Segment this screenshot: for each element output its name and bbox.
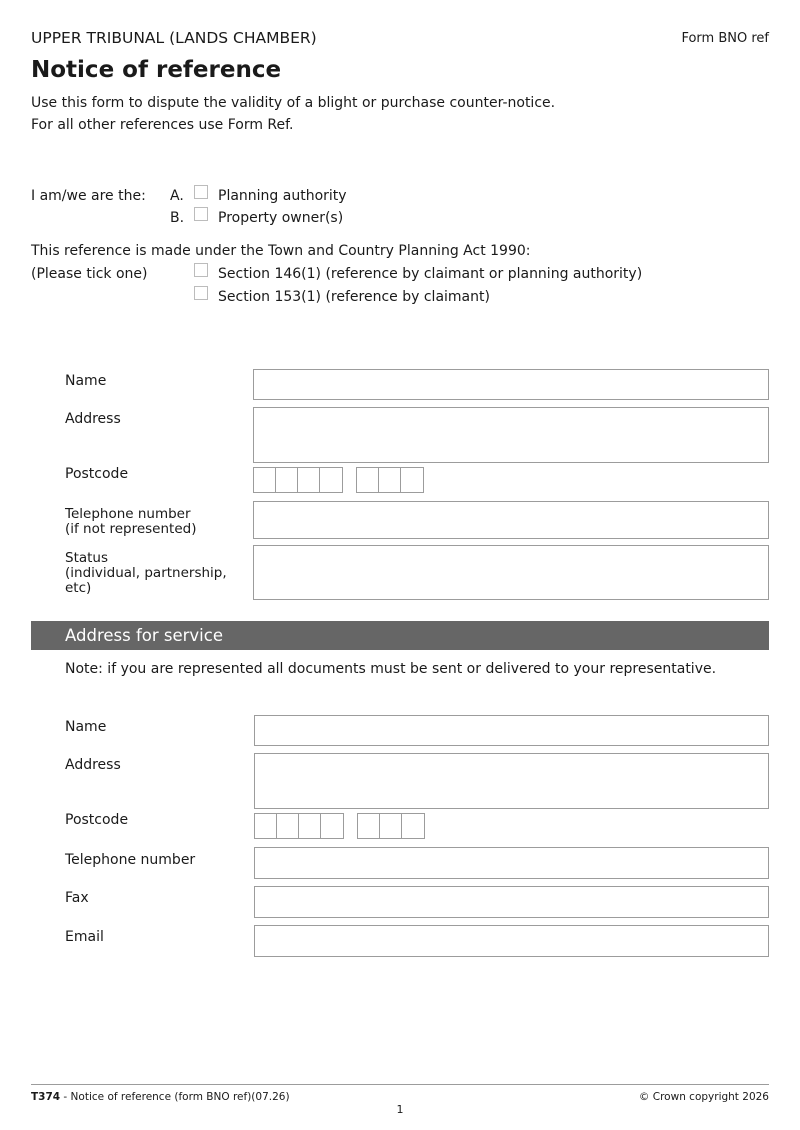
service-name-field[interactable] bbox=[254, 715, 769, 746]
postcode-cell[interactable] bbox=[320, 468, 342, 492]
postcode-cell[interactable] bbox=[380, 814, 402, 838]
postcode-cell[interactable] bbox=[276, 468, 298, 492]
address-label: Address bbox=[65, 411, 121, 427]
telephone-label-line-1: Telephone number bbox=[65, 506, 191, 522]
postcode-cell[interactable] bbox=[357, 468, 379, 492]
service-postcode-outward-boxes[interactable] bbox=[254, 813, 344, 839]
service-email-field[interactable] bbox=[254, 925, 769, 957]
postcode-inward-boxes[interactable] bbox=[356, 467, 424, 493]
act-statement: This reference is made under the Town and Country Planning Act 1990: bbox=[31, 243, 531, 259]
property-owner-label: Property owner(s) bbox=[218, 210, 344, 226]
postcode-cell[interactable] bbox=[402, 814, 424, 838]
footer-copyright: © Crown copyright 2026 bbox=[638, 1091, 769, 1103]
party-label: I am/we are the: bbox=[31, 188, 146, 204]
page-number: 1 bbox=[396, 1103, 404, 1116]
service-fax-label: Fax bbox=[65, 890, 89, 906]
postcode-cell[interactable] bbox=[277, 814, 299, 838]
status-label-line-1: Status bbox=[65, 550, 109, 566]
address-for-service-heading: Address for service bbox=[65, 626, 223, 645]
postcode-label: Postcode bbox=[65, 466, 129, 482]
name-label: Name bbox=[65, 373, 107, 389]
page-title: Notice of reference bbox=[31, 57, 282, 83]
status-field[interactable] bbox=[253, 545, 769, 600]
name-field[interactable] bbox=[253, 369, 769, 400]
postcode-cell[interactable] bbox=[299, 814, 321, 838]
service-address-label: Address bbox=[65, 757, 121, 773]
postcode-cell[interactable] bbox=[254, 468, 276, 492]
postcode-cell[interactable] bbox=[321, 814, 343, 838]
representation-note: Note: if you are represented all documents must be sent or delivered to your representative. bbox=[65, 661, 717, 677]
footer-divider bbox=[31, 1084, 769, 1085]
status-label-line-3: etc) bbox=[65, 580, 92, 596]
section-146-checkbox[interactable] bbox=[194, 263, 208, 277]
service-postcode-label: Postcode bbox=[65, 812, 129, 828]
property-owner-checkbox[interactable] bbox=[194, 207, 208, 221]
tribunal-name: UPPER TRIBUNAL (LANDS CHAMBER) bbox=[31, 29, 317, 47]
option-a-letter: A. bbox=[170, 188, 184, 204]
service-fax-field[interactable] bbox=[254, 886, 769, 918]
telephone-label bbox=[65, 507, 196, 537]
postcode-cell[interactable] bbox=[358, 814, 380, 838]
intro-line-1: Use this form to dispute the validity of a blight or purchase counter-notice. bbox=[31, 95, 556, 111]
planning-authority-label: Planning authority bbox=[218, 188, 347, 204]
section-heading-bar bbox=[31, 621, 769, 650]
postcode-cell[interactable] bbox=[255, 814, 277, 838]
planning-authority-checkbox[interactable] bbox=[194, 185, 208, 199]
postcode-cell[interactable] bbox=[401, 468, 423, 492]
service-telephone-label: Telephone number bbox=[65, 852, 196, 868]
form-reference: Form BNO ref bbox=[681, 31, 769, 46]
postcode-cell[interactable] bbox=[379, 468, 401, 492]
service-telephone-field[interactable] bbox=[254, 847, 769, 879]
service-name-label: Name bbox=[65, 719, 107, 735]
section-153-checkbox[interactable] bbox=[194, 286, 208, 300]
telephone-field[interactable] bbox=[253, 501, 769, 539]
postcode-outward-boxes[interactable] bbox=[253, 467, 343, 493]
section-153-label: Section 153(1) (reference by claimant) bbox=[218, 289, 490, 305]
footer-form-description: - Notice of reference (form BNO ref)(07.26) bbox=[60, 1091, 290, 1103]
footer-form-code: T374 bbox=[31, 1091, 61, 1103]
option-b-letter: B. bbox=[170, 210, 185, 226]
postcode-cell[interactable] bbox=[298, 468, 320, 492]
status-label bbox=[65, 551, 227, 596]
status-label-line-2: (individual, partnership, bbox=[65, 565, 227, 581]
service-postcode-inward-boxes[interactable] bbox=[357, 813, 425, 839]
service-email-label: Email bbox=[65, 929, 104, 945]
intro-line-2: For all other references use Form Ref. bbox=[31, 117, 294, 133]
address-field[interactable] bbox=[253, 407, 769, 463]
telephone-label-line-2: (if not represented) bbox=[65, 521, 197, 537]
tick-one-instruction: (Please tick one) bbox=[31, 266, 148, 282]
service-address-field[interactable] bbox=[254, 753, 769, 809]
section-146-label: Section 146(1) (reference by claimant or planning authority) bbox=[218, 266, 643, 282]
